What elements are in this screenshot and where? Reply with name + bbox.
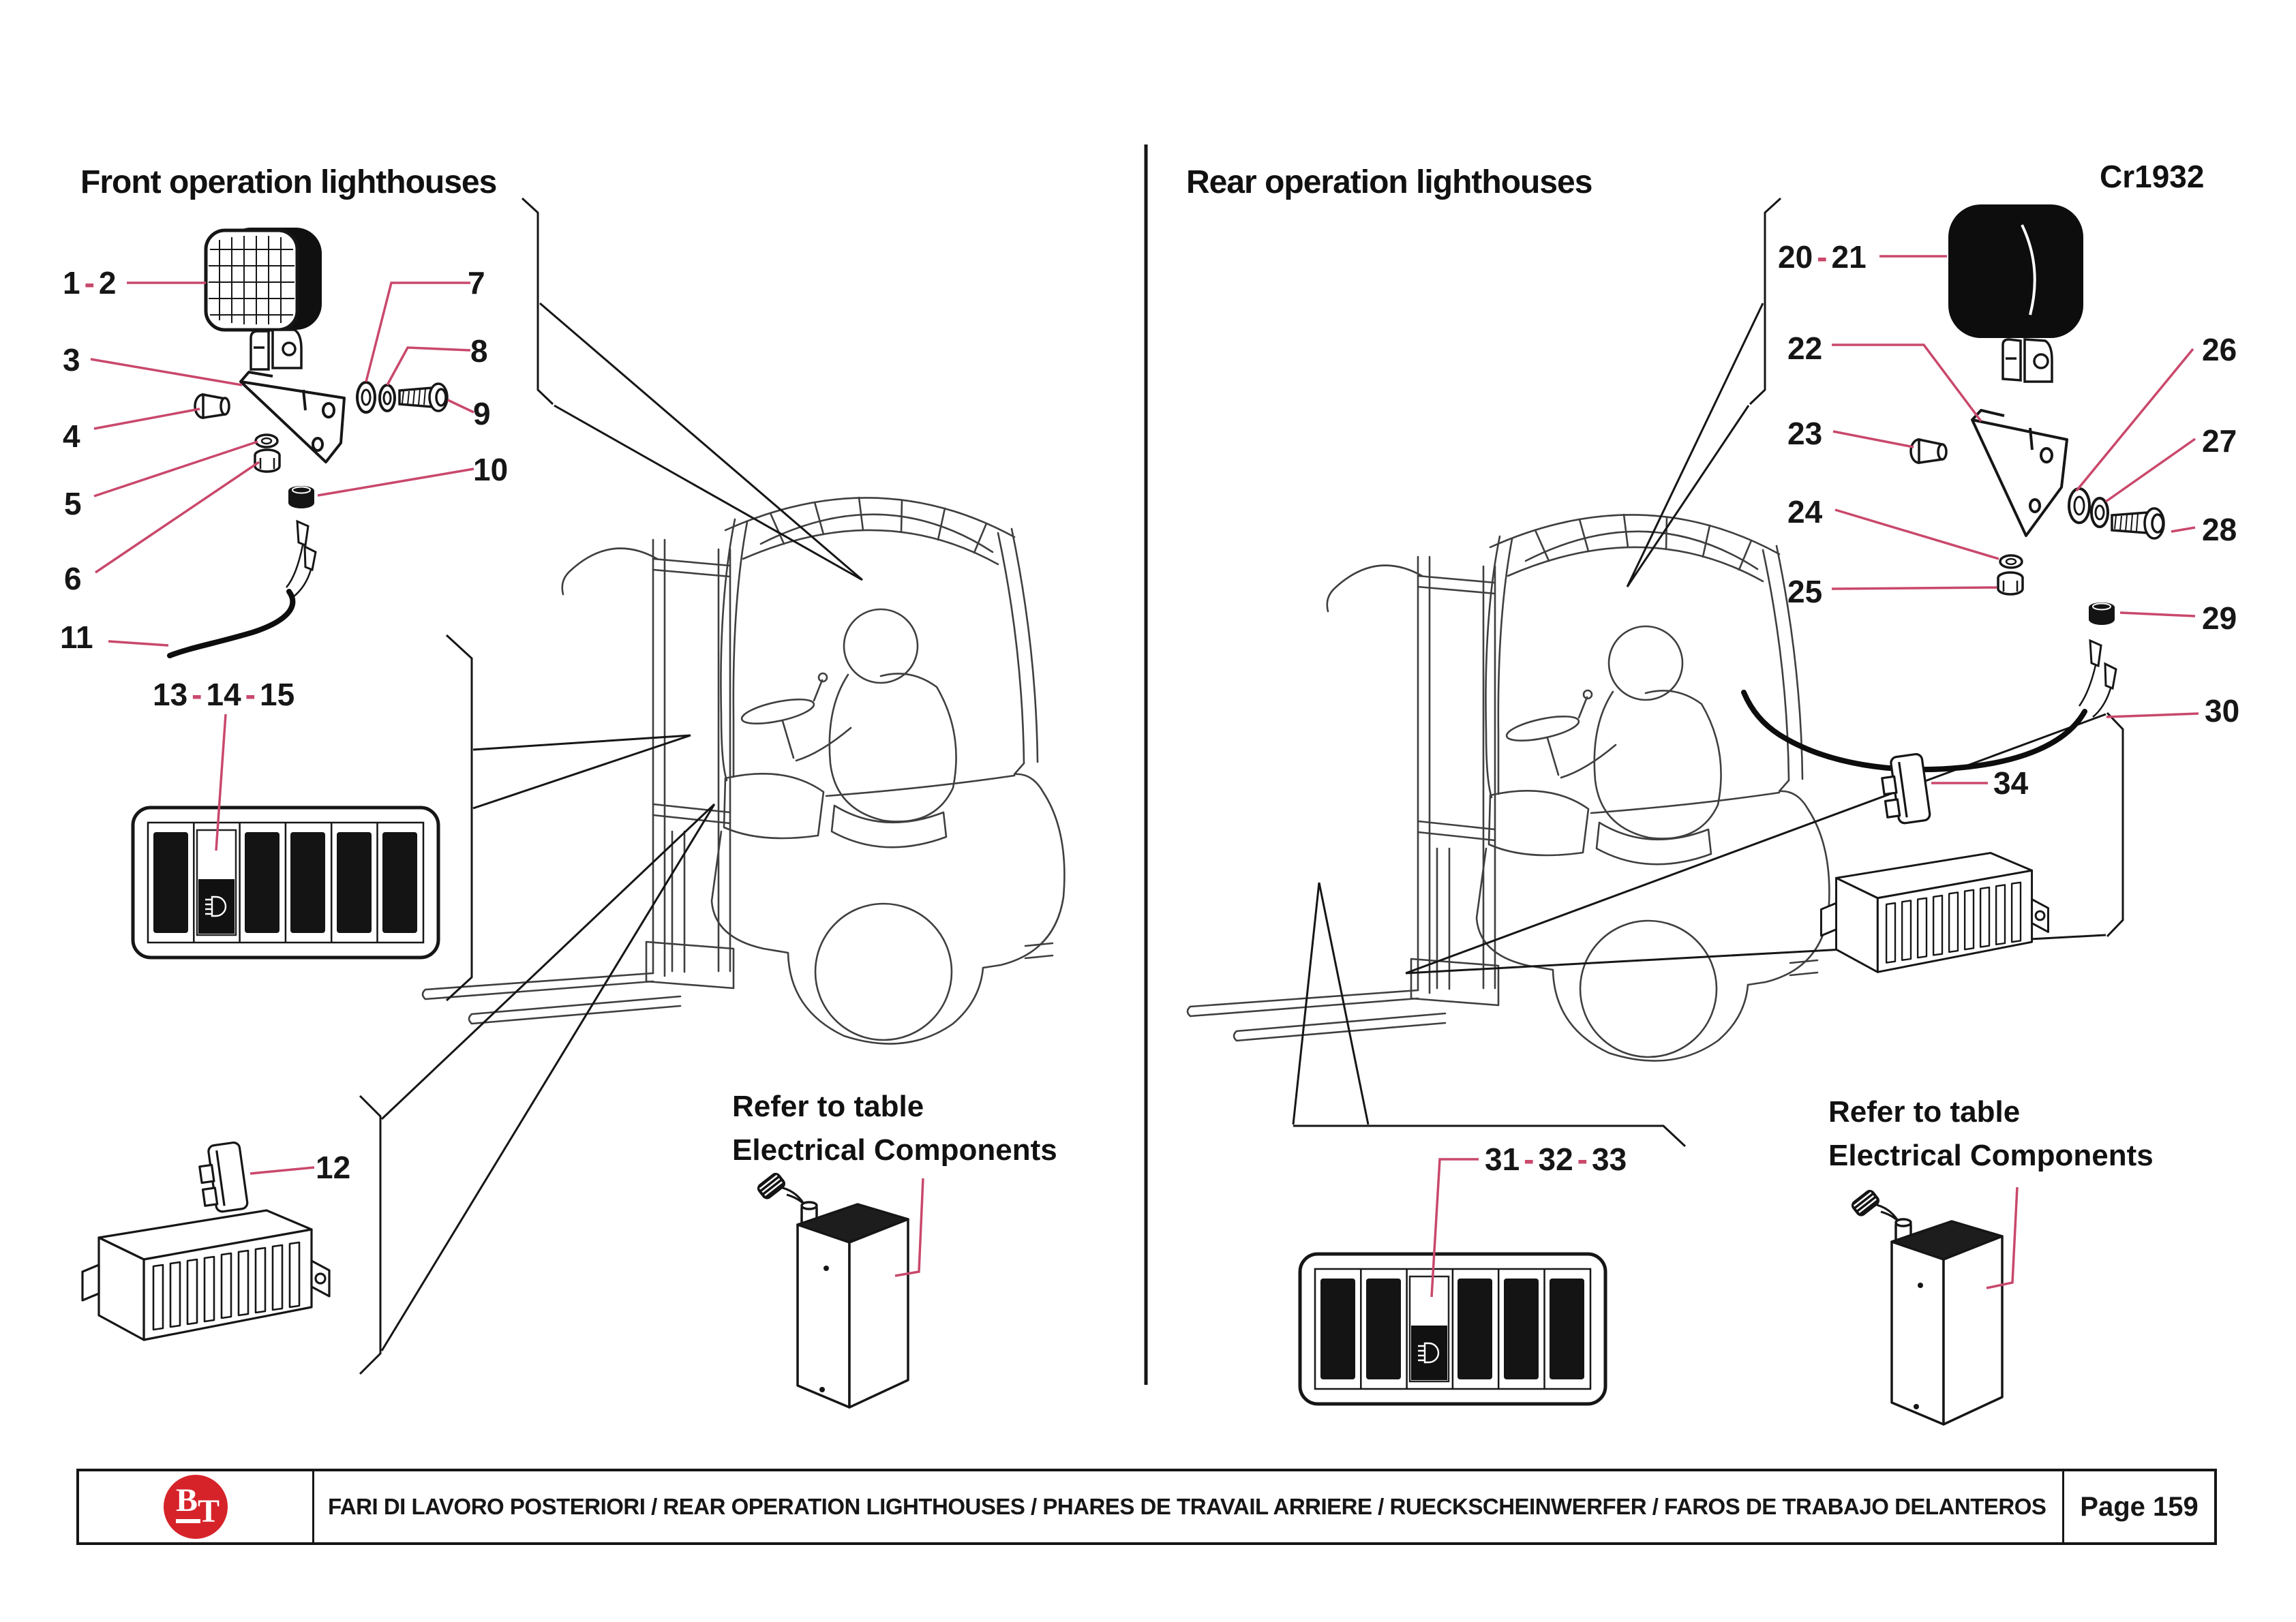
bt-logo-letter-b: B: [176, 1482, 200, 1523]
callout-lamp-right: 20 - 21: [1778, 239, 1867, 275]
callout-grommet-right: 29: [2202, 600, 2237, 636]
callout-fuse-right: 34: [1993, 765, 2029, 801]
callout-screw-left: 4: [63, 418, 80, 454]
callout-switch-left: 13 - 14 - 15: [153, 677, 295, 712]
left-section-title: Front operation lighthouses: [80, 164, 497, 200]
footer-page-number: Page 159: [2062, 1471, 2214, 1542]
lamp-assembly-right: [1744, 204, 2164, 769]
refer-note-line2: Electrical Components: [1828, 1138, 2154, 1172]
callout-washer-right: 24: [1787, 494, 1823, 530]
callout-wiring-right: 30: [2205, 693, 2240, 729]
callout-washer-left: 5: [64, 486, 82, 521]
refer-note-left: [732, 1085, 1057, 1172]
switch-panel-left: [133, 808, 438, 958]
refer-note-line1: Refer to table: [1828, 1095, 2021, 1129]
forklift-right: [1188, 515, 1829, 1061]
callout-screw-right: 23: [1787, 416, 1823, 451]
callout-bolt-left: 9: [473, 396, 491, 431]
fuse-left: [197, 1142, 248, 1214]
callout-switch-right: 31 - 32 - 33: [1485, 1142, 1627, 1177]
callout-grommet-left: 10: [473, 452, 509, 487]
bt-logo: [164, 1475, 228, 1539]
callout-nut-left: 6: [64, 561, 82, 596]
callout-fuse-left: 12: [316, 1150, 351, 1185]
callout-bracket-right: 22: [1787, 331, 1823, 366]
battery-box-right: [1849, 1188, 2002, 1424]
refer-note-line2: Electrical Components: [732, 1133, 1057, 1167]
refer-note-right: [1828, 1090, 2154, 1178]
callout-spring-washer-right: 26: [2202, 332, 2237, 367]
callout-spring-washer-left: 7: [468, 265, 485, 301]
callout-bolt-right: 28: [2202, 512, 2237, 547]
fuse-box-left: [82, 1210, 329, 1340]
lamp-assembly-left: [170, 228, 447, 656]
footer-logo-cell: [79, 1471, 314, 1542]
callout-wiring-left: 11: [60, 619, 93, 655]
callout-flat-washer-left: 8: [470, 333, 488, 369]
drawing-code: Cr1932: [2100, 159, 2205, 194]
fuse-right: [1879, 753, 1931, 825]
callout-flat-washer-right: 27: [2202, 423, 2237, 459]
footer-bar: [76, 1469, 2217, 1545]
refer-note-line1: Refer to table: [732, 1090, 924, 1123]
footer-title: FARI DI LAVORO POSTERIORI / REAR OPERATION LIGHTHOUSES / PHARES DE TRAVAIL ARRIERE / RUECKSCHEINWERFER / FAROS DE TRABAJO DELANTEROS: [328, 1494, 2046, 1519]
wire-left: [170, 521, 316, 656]
callout-wedges-left: [360, 198, 862, 1374]
battery-box-left: [755, 1171, 908, 1407]
fuse-box-right: [1821, 853, 2048, 973]
switch-panel-right: [1300, 1254, 1605, 1404]
callout-bracket-left: 3: [63, 342, 80, 378]
callout-lamp-left: 1 - 2: [63, 265, 117, 301]
bt-logo-letter-t: T: [198, 1493, 220, 1529]
forklift-left: [423, 498, 1064, 1044]
right-section-title: Rear operation lighthouses: [1186, 164, 1592, 200]
callout-nut-right: 25: [1787, 574, 1823, 609]
